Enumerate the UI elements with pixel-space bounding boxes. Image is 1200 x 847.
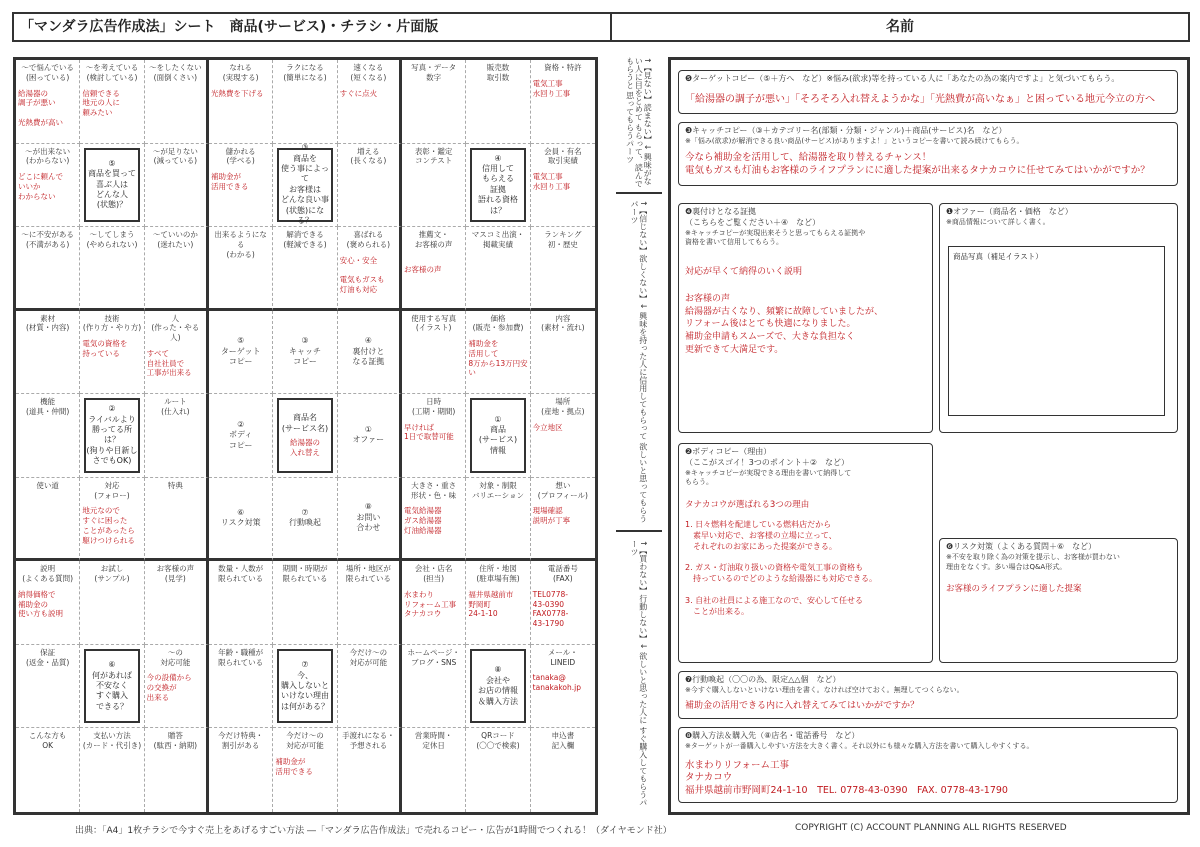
grid-cell — [466, 227, 530, 311]
product-photo-label: 商品写真（補足イラスト） — [953, 252, 1043, 261]
grid-cell-label: ③ キャッチ コピー — [288, 336, 321, 367]
grid-cell-label: 機能 (道具・仲間) — [25, 397, 70, 416]
grid-cell-label: ④ 裏付けと なる証拠 — [352, 336, 385, 367]
grid-cell — [80, 60, 144, 144]
grid-cell — [338, 561, 402, 645]
grid-cell-label: 営業時間・ 定休日 — [414, 731, 453, 751]
grid-cell — [209, 728, 273, 812]
flyer-layout-panel — [668, 57, 1190, 815]
grid-cell-example: 信頼できる 地元の人に 頼みたい — [82, 88, 120, 117]
grid-cell-label: 数量・人数が 限られている — [218, 564, 264, 584]
grid-cell-label: 年齢・職種が 限られている — [218, 647, 264, 667]
grid-cell-label: ⑥ 何があれば 不安なく すぐ購入 できる？ — [91, 660, 132, 711]
grid-cell — [80, 227, 144, 311]
grid-cell — [80, 645, 144, 729]
grid-cell-label: 〜してしまう (やめられない) — [86, 230, 138, 249]
grid-cell — [209, 394, 273, 478]
grid-cell — [273, 394, 337, 478]
grid-cell-label: 〜の 対応可能 — [160, 647, 191, 667]
grid-cell-example: 補助金を 活用して 8万から13万円安い — [468, 339, 528, 378]
grid-cell-label: 使用する写真 (イラスト) — [411, 313, 457, 333]
grid-cell — [209, 227, 273, 311]
section-evidence — [678, 203, 933, 433]
grid-cell-label: 〜に不安がある (不満がある) — [21, 230, 74, 249]
grid-cell — [531, 728, 595, 812]
grid-cell — [80, 728, 144, 812]
grid-cell-example: 給湯器の 入れ替え — [289, 438, 320, 457]
grid-cell — [531, 60, 595, 144]
grid-cell — [338, 227, 402, 311]
grid-cell-example: 電気工事 水回り工事 — [532, 172, 571, 191]
section-catch-copy — [678, 122, 1178, 186]
grid-cell — [531, 478, 595, 562]
grid-cell-example: すぐに点火 — [339, 88, 378, 98]
grid-cell-label: ③ 商品を 使う事によって お客様は どんな良い事 (状態)になる？ — [280, 143, 329, 225]
grid-cell — [16, 144, 80, 228]
grid-cell-label: 人 (作った・やる人) — [151, 313, 200, 343]
grid-cell-label: なれる (実現する) — [222, 63, 259, 82]
grid-cell — [531, 144, 595, 228]
grid-cell — [145, 728, 209, 812]
grid-cell-label: 今だけ〜の 対応が可能 — [349, 647, 388, 667]
section-heading: ❼行動喚起（〇〇の為、限定△△個 など） — [685, 675, 841, 684]
grid-cell — [16, 728, 80, 812]
grid-cell-label: ルート (仕入れ) — [161, 397, 190, 416]
grid-cell-example: 福井県越前市 野岡町 24-1-10 — [468, 589, 514, 619]
grid-cell-label: 説明 (よくある質問) — [22, 564, 74, 584]
grid-cell-label: 商品名 (サービス名) — [281, 413, 329, 433]
grid-cell — [338, 144, 402, 228]
sidebar-label-trust: ↑【信じない】欲しくない】↓ 興味を持った人に信用してもらって 欲しいと思ってもらうパーツ — [630, 200, 648, 523]
purchase-info-text: 水まわりリフォーム工事 タナカコウ 福井県越前市野岡町24-1-10 TEL. 0778-43-0390 FAX. 0778-43-1790 — [685, 759, 1008, 797]
grid-cell-label: 速くなる (短くなる) — [350, 63, 387, 82]
grid-cell-example: 電気の資格を 持っている — [82, 339, 128, 358]
grid-cell-label: 素材 (材質・内容) — [25, 313, 70, 333]
grid-cell-example: 今立地区 — [532, 422, 563, 432]
grid-cell-label: 資格・特許 — [544, 63, 582, 72]
grid-cell — [16, 311, 80, 395]
body-copy-headline: タナカコウが選ばれる3つの理由 — [685, 500, 810, 511]
sidebar-divider — [616, 530, 662, 532]
grid-cell-label: ⑦ 行動喚起 — [288, 507, 321, 528]
grid-cell — [145, 394, 209, 478]
target-copy-text: 「給湯器の調子が悪い」「そろそろ入れ替えようかな」「光熱費が高いなぁ」と困っている地元今立の方へ — [685, 93, 1155, 105]
grid-cell-label: ホームページ・ ブログ・SNS — [407, 647, 460, 667]
section-note: ※不安を取り除く為の対策を提示し、お客様が買わない 理由をなくす。多い場合はQ&A形式。 — [946, 552, 1120, 571]
grid-cell-label: ① 商品 (サービス) 情報 — [478, 414, 518, 455]
grid-cell — [145, 227, 209, 311]
grid-cell-example: 地元なので すぐに困った ことがあったら 駆けつけられる — [82, 506, 135, 545]
sidebar-label-action: ↑【買わない】行動しない】↓ 欲しいと思った人に すぐ購入してもらうパーツ — [630, 540, 648, 807]
grid-cell — [402, 561, 466, 645]
grid-cell-label: ⑧ 会社や お店の情報 ＆購入方法 — [477, 665, 518, 706]
grid-cell-label: ⑦ 今、 購入しないと いけない理由 は何がある？ — [280, 660, 329, 711]
grid-cell-label: 贈答 (駄西・納期) — [153, 731, 197, 751]
mandala-grid — [13, 57, 598, 815]
grid-cell-label: 増える (長くなる) — [350, 146, 387, 166]
grid-cell-label: ⑥ リスク対策 — [220, 507, 261, 528]
grid-cell-label: 住所・地図 (駐車場有無) — [476, 564, 520, 584]
grid-cell — [209, 478, 273, 562]
grid-cell — [466, 394, 530, 478]
grid-cell-label: お試し (サンプル) — [94, 564, 130, 584]
grid-cell — [273, 561, 337, 645]
grid-key-cell — [470, 148, 525, 223]
grid-cell — [209, 645, 273, 729]
grid-cell-label: 販売数 取引数 — [486, 63, 510, 82]
grid-key-cell — [84, 398, 139, 473]
grid-cell — [80, 394, 144, 478]
section-heading: ❺ターゲットコピー（⑤＋方へ など）※悩み(欲求)等を持っている人に「あなたの為の案内ですよ」と気づいてもらう。 — [685, 74, 1120, 83]
grid-cell — [209, 144, 273, 228]
grid-cell — [145, 144, 209, 228]
grid-cell — [466, 645, 530, 729]
grid-cell — [16, 227, 80, 311]
grid-cell-label: 支払い方法 (カード・代引き) — [82, 731, 142, 751]
section-purchase-info — [678, 727, 1178, 803]
grid-cell — [466, 144, 530, 228]
grid-cell — [531, 561, 595, 645]
grid-cell-label: ⑧ お問い 合わせ — [356, 502, 381, 533]
grid-cell-label: 技術 (作り方・やり方) — [82, 313, 142, 333]
grid-cell-label: 推薦文・ お客様の声 — [414, 230, 453, 249]
grid-cell-label: 大きさ・重さ 形状・色・味 — [411, 480, 457, 500]
section-note: ※商品情報について詳しく書く。 — [946, 217, 1050, 226]
grid-cell — [402, 60, 466, 144]
grid-cell-label: 〜が足りない (減っている) — [152, 146, 198, 166]
grid-cell-label: 出来るようになる (わかる) — [214, 230, 267, 259]
grid-cell-example: どこに頼んで いいか わからない — [18, 172, 63, 201]
section-note: ※ターゲットが一番購入しやすい方法を大きく書く。それ以外にも様々な購入方法を書いて購入しやすくする。 — [685, 741, 1034, 750]
grid-cell — [338, 394, 402, 478]
grid-cell-label: 会員・有名 取引実績 — [544, 146, 582, 166]
grid-cell-label: 内容 (素材・流れ) — [541, 313, 585, 333]
grid-cell-label: 電話番号 (FAX) — [547, 564, 578, 584]
grid-cell — [145, 478, 209, 562]
grid-cell — [531, 311, 595, 395]
grid-cell — [273, 728, 337, 812]
grid-cell — [273, 311, 337, 395]
grid-cell-example: 現場確認 説明が丁寧 — [532, 506, 571, 526]
grid-cell-label: 写真・データ 数字 — [411, 63, 457, 82]
section-heading: ❸キャッチコピー（③＋カテゴリー名(部類・分類・ジャンル)＋商品(サービス)名 など） — [685, 126, 1007, 135]
grid-cell-example: 今の設備から の交換が 出来る — [146, 673, 192, 702]
product-photo-box — [948, 246, 1165, 416]
grid-cell — [402, 144, 466, 228]
grid-cell-label: 今だけ特典・ 割引がある — [218, 731, 264, 751]
grid-cell — [402, 311, 466, 395]
grid-cell-example: 水まわり リフォーム工事 タナカコウ — [404, 589, 457, 619]
section-heading: ❶オファー（商品名・価格 など） — [946, 207, 1073, 216]
grid-cell — [209, 311, 273, 395]
grid-cell — [402, 394, 466, 478]
body-copy-reasons: 1. 日々燃料を配達している燃料店だから 素早い対応で、お客様の立場に立って、 それぞれのお家にあった提案ができる。 2. ガス・灯油取り扱いの資格や電気工事の資格も 持っているのでどのような給湯器にも対応できる。 3. 自社の社員による施工なので、安心して任せる ことが出来る。 — [685, 520, 877, 616]
grid-cell — [16, 60, 80, 144]
grid-cell — [80, 144, 144, 228]
grid-cell — [338, 311, 402, 395]
section-note: ※今すぐ購入しないといけない理由を書く。なければ空けておく。無理してつくらない。 — [685, 685, 964, 694]
section-note: ※キャッチコピーが実現出来そうと思ってもらえる証拠や 資格を書いて信用してもらう。 — [685, 228, 866, 247]
grid-cell-label: ラクになる (簡単になる) — [283, 63, 327, 82]
grid-cell-label: 〜を考えている (検討している) — [85, 63, 139, 82]
section-body-copy — [678, 443, 933, 663]
grid-cell — [531, 227, 595, 311]
grid-cell-label: 〜が出来ない (わからない) — [25, 146, 71, 166]
grid-cell-label: ② ボディ コピー — [228, 419, 253, 450]
grid-cell — [16, 645, 80, 729]
grid-cell-label: ランキング 初・歴史 — [544, 230, 582, 249]
grid-cell — [466, 60, 530, 144]
grid-cell-label: 表彰・鑑定 コンテスト — [414, 146, 453, 166]
cta-text: 補助金の活用できる内に入れ替えてみてはいかがですか？ — [685, 700, 920, 711]
grid-cell — [273, 60, 337, 144]
grid-key-cell — [470, 649, 525, 724]
grid-key-cell — [84, 649, 139, 724]
grid-cell-label: こんな方も OK — [28, 731, 67, 751]
grid-cell — [338, 645, 402, 729]
grid-cell — [402, 645, 466, 729]
grid-cell — [80, 478, 144, 562]
section-risk — [939, 538, 1178, 663]
grid-cell-label: メール・ LINEID — [547, 647, 578, 667]
grid-cell — [145, 645, 209, 729]
grid-cell — [338, 60, 402, 144]
grid-cell — [466, 311, 530, 395]
grid-cell-label: ④ 信用して もらえる 証拠 語れる資格は？ — [477, 153, 518, 215]
grid-cell-label: 対象・制限 バリエーション — [471, 480, 525, 500]
grid-cell-example: 早ければ 1日で取替可能 — [404, 422, 454, 442]
copyright: COPYRIGHT (C) ACCOUNT PLANNING ALL RIGHTS RESERVED — [795, 823, 1067, 833]
grid-key-cell — [277, 649, 332, 724]
risk-text: お客様のライフプランに適した提案 — [946, 584, 1082, 595]
catch-copy-text: 今なら補助金を活用して、給湯器を取り替えるチャンス！ 電気もガスも灯油もお客様のライフプランにに適した提案が出来るタナカコウに任せてみてはいかがですか？ — [685, 151, 1150, 176]
grid-cell-label: 解消できる (軽減できる) — [283, 230, 327, 249]
grid-cell-example: 補助金が 活用できる — [275, 756, 313, 776]
grid-cell-example: tanaka@ tanakakoh.jp — [532, 673, 581, 693]
grid-cell — [16, 478, 80, 562]
grid-cell-label: 価格 (販売・参加費) — [472, 313, 524, 333]
grid-cell-label: QRコード (〇〇で検索) — [476, 731, 520, 751]
grid-cell-label: 対応 (フォロー) — [94, 480, 130, 500]
grid-cell-label: ⑤ 商品を買って 喜ぶ人は どんな人 (状態)？ — [87, 158, 136, 210]
grid-cell-label: 特典 — [167, 480, 183, 490]
grid-cell-label: 使い道 — [36, 480, 59, 490]
grid-cell-label: 手渡れになる・ 予想される — [342, 731, 395, 751]
grid-cell-label: 想い (プロフィール) — [537, 480, 588, 500]
grid-cell-example: 納得価格で 補助金の 使い方も説明 — [18, 589, 63, 619]
section-heading: ❷ボディコピー（理由） （ここがスゴイ！3つのポイント＋② など） — [685, 447, 850, 467]
grid-cell — [273, 227, 337, 311]
section-offer — [939, 203, 1178, 433]
grid-cell — [273, 144, 337, 228]
grid-cell — [209, 60, 273, 144]
grid-cell-example: 電気給湯器 ガス給湯器 灯油給湯器 — [404, 506, 442, 535]
grid-cell-label: 申込書 記入欄 — [551, 731, 575, 751]
grid-cell — [531, 394, 595, 478]
grid-key-cell — [84, 148, 139, 223]
grid-cell-label: 〜で悩んでいる (困っている) — [21, 63, 74, 82]
grid-cell-label: 〜をしたくない (面倒くさい) — [149, 63, 202, 82]
grid-cell-example: お客様の声 — [404, 265, 442, 275]
grid-cell-example: TEL0778- 43-0390 FAX0778- 43-1790 — [532, 589, 569, 629]
sheet-title: 「マンダラ広告作成法」シート 商品(サービス)・チラシ・片面版 — [12, 12, 612, 42]
section-heading: ❻リスク対策（よくある質問＋⑥ など） — [946, 542, 1097, 551]
grid-cell-label: 会社・店名 (担当) — [414, 564, 453, 584]
grid-cell — [402, 728, 466, 812]
section-note: ※キャッチコピーが実現できる理由を書いて納得して もらう。 — [685, 468, 852, 487]
grid-cell-example: すべて 自社社員で 工事が出来る — [146, 348, 192, 378]
evidence-headline: 対応が早くて納得のいく説明 — [685, 267, 803, 278]
evidence-testimonial: お客様の声 給湯器が古くなり、頻繁に故障していましたが、 リフォーム後はとても快適になりました。 補助金申請もスムーズで、大きな負担なく 更新できて大満足です。 — [685, 294, 884, 355]
grid-cell — [80, 311, 144, 395]
grid-cell-label: ① オファー — [352, 425, 385, 445]
grid-cell-label: 期間・時期が 限られている — [282, 564, 328, 584]
grid-cell-label: 儲かれる (学べる) — [225, 146, 256, 166]
grid-cell — [338, 728, 402, 812]
grid-cell — [16, 394, 80, 478]
grid-cell-example: 補助金が 活用できる — [211, 172, 249, 191]
grid-cell-label: 喜ばれる (褒められる) — [346, 230, 390, 249]
name-label: 名前 — [612, 12, 1190, 42]
section-call-to-action — [678, 671, 1178, 719]
grid-cell-example: 安心・安全 電気もガスも 灯油も対応 — [339, 255, 385, 294]
grid-cell-label: ② ライバルより 勝ってる所は？ (狗りや目新し さでもOK) — [86, 404, 138, 466]
sidebar-divider — [616, 192, 662, 194]
section-target-copy — [678, 70, 1178, 114]
sidebar-label-attention: ↑【見ない】読まない】↓ 興味がない人に目をとめて もらって、読んでもらうと 思ってもらうパーツ — [625, 57, 653, 188]
grid-cell-label: 日時 (工期・期間) — [411, 397, 456, 416]
grid-cell — [80, 561, 144, 645]
grid-cell-label: 今だけ〜の 対応が可能 — [286, 731, 324, 751]
grid-cell — [402, 227, 466, 311]
grid-key-cell — [470, 398, 525, 473]
grid-cell — [145, 60, 209, 144]
grid-cell-label: お客様の声 (見学) — [156, 564, 195, 584]
grid-cell — [466, 561, 530, 645]
grid-cell-label: 〜ていいのか (迷れたい) — [152, 230, 198, 249]
grid-cell-example: 給湯器の 調子が悪い 光熱費が高い — [18, 88, 63, 127]
grid-cell — [16, 561, 80, 645]
grid-cell-label: ⑤ ターゲット コピー — [220, 336, 261, 367]
grid-cell-label: 場所 (産地・拠点) — [541, 397, 585, 416]
grid-cell — [209, 561, 273, 645]
section-note: ※「悩み(欲求)が解消できる良い商品(サービス)がありますよ！」というコピーを書いて読み続けてもらう。 — [685, 136, 1024, 145]
grid-cell — [273, 645, 337, 729]
section-heading: ❹裏付けとなる証拠 （こちらをご覧ください＋④ など） — [685, 207, 821, 227]
grid-cell — [145, 561, 209, 645]
grid-cell — [338, 478, 402, 562]
grid-cell-example: 光熱費を下げる — [211, 88, 264, 98]
grid-cell-label: 場所・地区が 限られている — [345, 564, 391, 584]
grid-cell — [466, 728, 530, 812]
grid-cell-example: 電気工事 水回り工事 — [532, 78, 571, 98]
grid-key-cell — [277, 143, 332, 225]
grid-cell-label: マスコミ出演・ 掲載実績 — [471, 230, 525, 249]
source-credit: 出典：「A4」1枚チラシで今すぐ売上をあげるすごい方法 ―「マンダラ広告作成法」で売れるコピー・広告が1時間でつくれる！（ダイヤモンド社） — [75, 826, 672, 836]
grid-cell — [145, 311, 209, 395]
grid-cell-label: 保証 (返金・品質) — [25, 647, 70, 667]
grid-cell — [402, 478, 466, 562]
grid-cell — [466, 478, 530, 562]
grid-cell — [531, 645, 595, 729]
section-heading: ❽購入方法＆購入先（⑧店名・電話番号 など） — [685, 731, 860, 740]
grid-cell — [273, 478, 337, 562]
grid-key-cell — [277, 398, 332, 473]
